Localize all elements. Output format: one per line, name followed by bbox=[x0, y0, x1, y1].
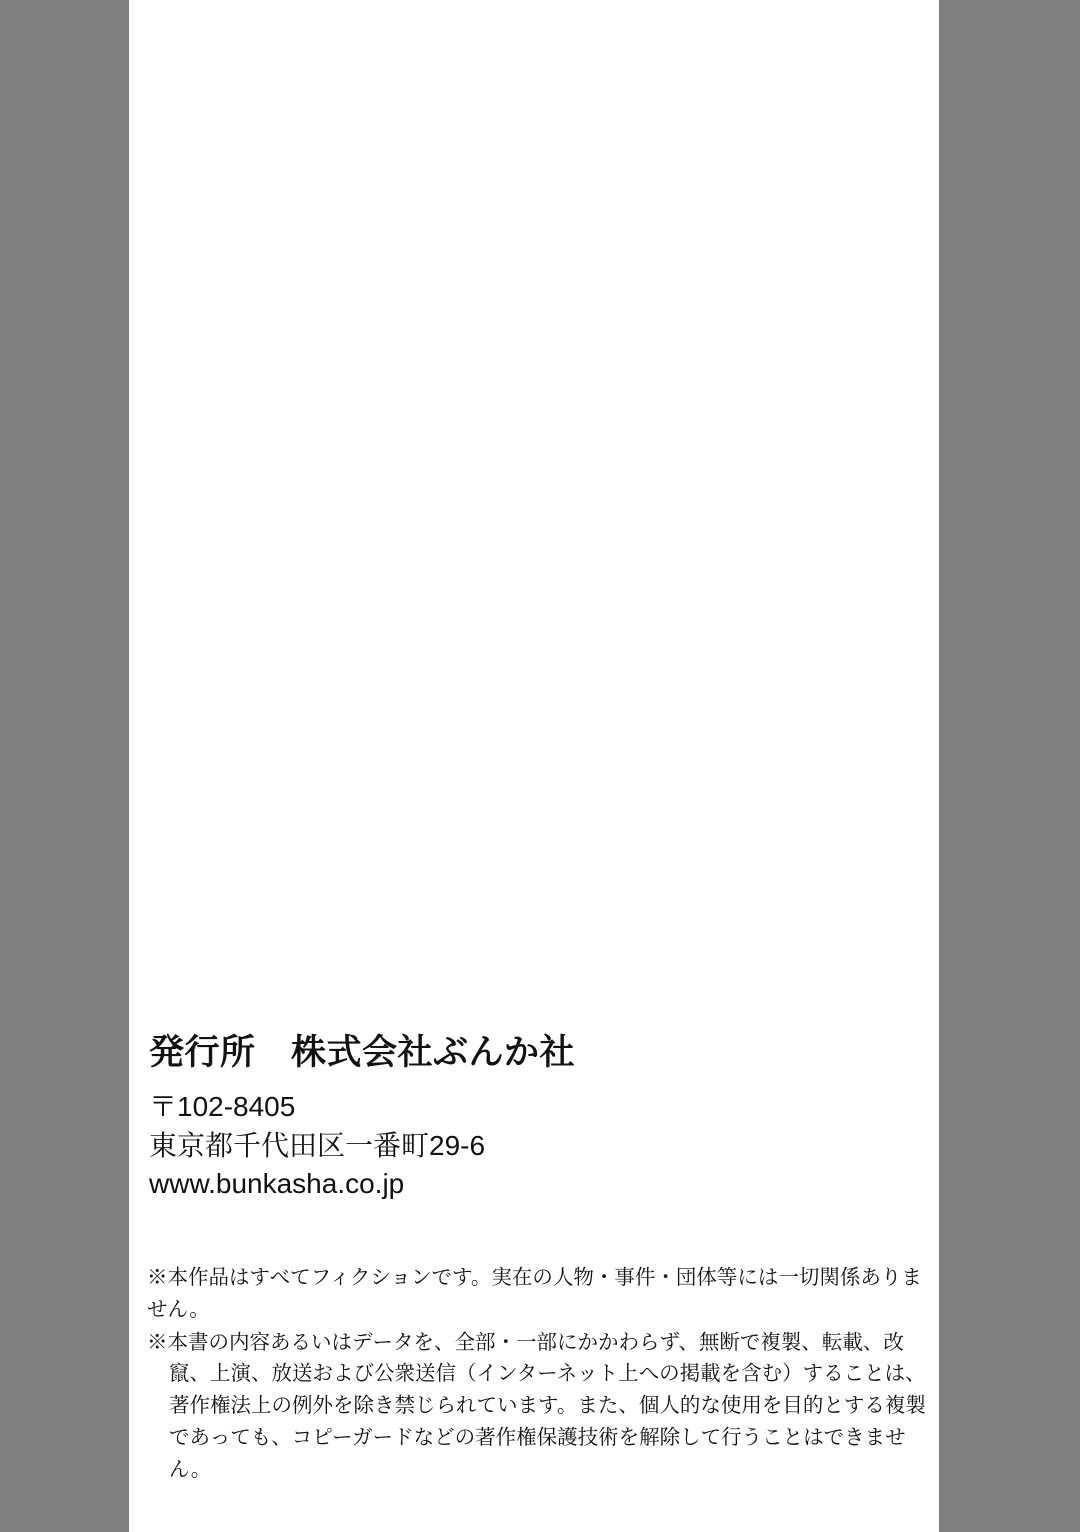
publisher-website: www.bunkasha.co.jp bbox=[149, 1168, 405, 1200]
page-sheet bbox=[129, 0, 939, 1532]
street-address: 東京都千代田区一番町29-6 bbox=[149, 1129, 486, 1161]
postal-code: 〒102-8405 bbox=[149, 1091, 296, 1122]
colophon-block bbox=[149, 1032, 924, 1204]
copyright-notice: ※本書の内容あるいはデータを、全部・一部にかかわらず、無断で複製、転載、改竄、上演、放送および公衆送信（インターネット上への掲載を含む）することは、著作権法上の例外を除き禁じられています。また、個人的な使用を目的とする複製であっても、コピーガードなどの著作権保護技術を解除して行うことはできません。 bbox=[147, 1330, 926, 1481]
legal-notices bbox=[147, 1262, 937, 1486]
publisher-address bbox=[149, 1088, 924, 1204]
publisher-name: 発行所 株式会社ぶんか社 bbox=[149, 1033, 576, 1072]
fiction-disclaimer: ※本作品はすべてフィクションです。実在の人物・事件・団体等には一切関係ありません。 bbox=[147, 1266, 922, 1321]
